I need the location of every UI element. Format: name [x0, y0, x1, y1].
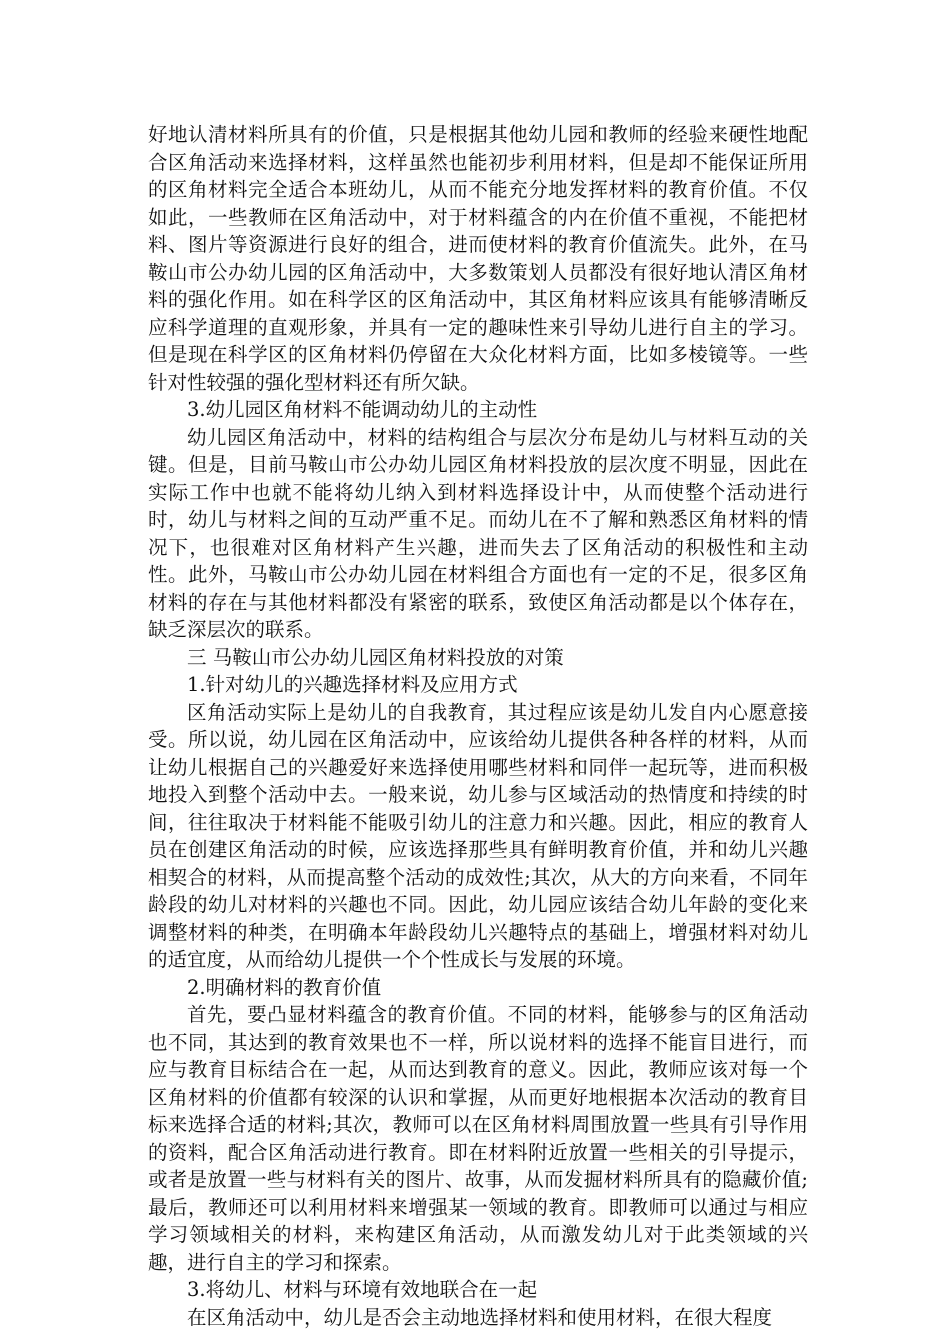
- document-body: [148, 121, 808, 1331]
- paragraph: 幼儿园区角活动中，材料的结构组合与层次分布是幼儿与材料互动的关键。但是，目前马鞍山市公办幼儿园区角材料投放的层次度不明显，因此在实际工作中也就不能将幼儿纳入到材料选择设计中，从而使整个活动进行时，幼儿与材料之间的互动严重不足。而幼儿在不了解和熟悉区角材料的情况下，也很难对区角材料产生兴趣，进而失去了区角活动的积极性和主动性。此外，马鞍山市公办幼儿园在材料组合方面也有一定的不足，很多区角材料的存在与其他材料都没有紧密的联系，致使区角活动都是以个体存在，缺乏深层次的联系。: [148, 425, 808, 641]
- paragraph: 首先，要凸显材料蕴含的教育价值。不同的材料，能够参与的区角活动也不同，其达到的教育效果也不一样，所以说材料的选择不能盲目进行，而应与教育目标结合在一起，从而达到教育的意义。因此，教师应该对每一个区角材料的价值都有较深的认识和掌握，从而更好地根据本次活动的教育目标来选择合适的材料;其次，教师可以在区角材料周围放置一些具有引导作用的资料，配合区角活动进行教育。即在材料附近放置一些相关的引导提示，或者是放置一些与材料有关的图片、故事，从而发掘材料所具有的隐藏价值;最后，教师还可以利用材料来增强某一领域的教育。即教师可以通过与相应学习领域相关的材料，来构建区角活动，从而激发幼儿对于此类领域的兴趣，进行自主的学习和探索。: [148, 1003, 808, 1274]
- section-heading-2-value: 2.明确材料的教育价值: [187, 975, 382, 999]
- section-heading-3-environment: 3.将幼儿、材料与环境有效地联合在一起: [187, 1278, 538, 1301]
- paragraph: 区角活动实际上是幼儿的自我教育，其过程应该是幼儿发自内心愿意接受。所以说，幼儿园在区角活动中，应该给幼儿提供各种各样的材料，从而让幼儿根据自己的兴趣爱好来选择使用哪些材料和同伴一起玩等，进而积极地投入到整个活动中去。一般来说，幼儿参与区域活动的热情度和持续的时间，往往取决于材料能不能吸引幼儿的注意力和兴趣。因此，相应的教育人员在创建区角活动的时候，应该选择那些具有鲜明教育价值，并和幼儿兴趣相契合的材料，从而提高整个活动的成效性;其次，从大的方向来看，不同年龄段的幼儿对材料的兴趣也不同。因此，幼儿园应该结合幼儿年龄的变化来调整材料的种类，在明确本年龄段幼儿兴趣特点的基础上，增强材料对幼儿的适宜度，从而给幼儿提供一个个性成长与发展的环境。: [148, 700, 808, 971]
- paragraph: 在区角活动中，幼儿是否会主动地选择材料和使用材料，在很大程度: [187, 1305, 773, 1329]
- chapter-heading-countermeasures: 三 马鞍山市公办幼儿园区角材料投放的对策: [187, 645, 564, 669]
- section-heading-1-interest: 1.针对幼儿的兴趣选择材料及应用方式: [187, 673, 518, 696]
- paragraph-continued: 好地认清材料所具有的价值，只是根据其他幼儿园和教师的经验来硬性地配合区角活动来选择材料，这样虽然也能初步利用材料，但是却不能保证所用的区角材料完全适合本班幼儿，从而不能充分地发挥材料的教育价值。不仅如此，一些教师在区角活动中，对于材料蕴含的内在价值不重视，不能把材料、图片等资源进行良好的组合，进而使材料的教育价值流失。此外，在马鞍山市公办幼儿园的区角活动中，大多数策划人员都没有很好地认清区角材料的强化作用。如在科学区的区角活动中，其区角材料应该具有能够清晰反应科学道理的直观形象，并具有一定的趣味性来引导幼儿进行自主的学习。但是现在科学区的区角材料仍停留在大众化材料方面，比如多棱镜等。一些针对性较强的强化型材料还有所欠缺。: [148, 123, 808, 394]
- section-heading-3-initiative: 3.幼儿园区角材料不能调动幼儿的主动性: [187, 398, 538, 421]
